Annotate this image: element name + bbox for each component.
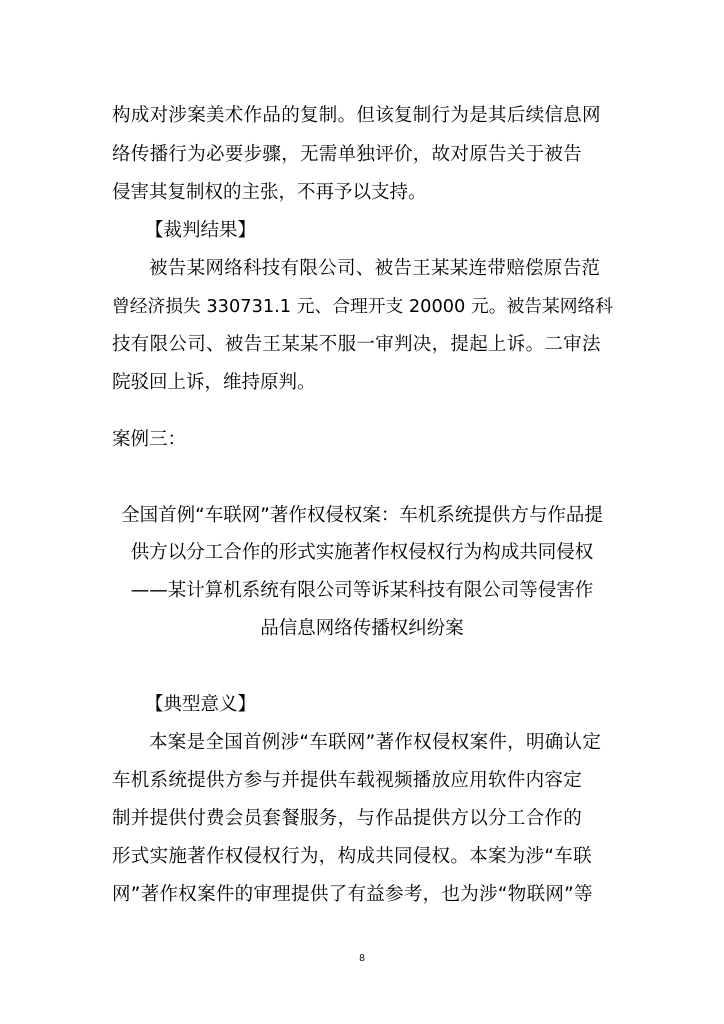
body-text-line: 侵害其复制权的主张，不再予以支持。 (112, 182, 427, 203)
case-title-line: 品信息网络传播权纠纷案 (260, 618, 464, 639)
body-text-line: 构成对涉案美术作品的复制。但该复制行为是其后续信息网 (112, 105, 601, 126)
body-text-line: 被告某网络科技有限公司、被告王某某连带赔偿原告范 (149, 258, 601, 279)
body-text-line: 网”著作权案件的审理提供了有益参考，也为涉“物联网”等 (112, 884, 593, 905)
body-text-line: 形式实施著作权侵权行为，构成共同侵权。本案为涉“车联 (112, 846, 592, 867)
body-text-line: 技有限公司、被告王某某不服一审判决，提起上诉。二审法 (112, 334, 601, 355)
body-text-line: 曾经济损失 330731.1 元、合理开支 20000 元。被告某网络科 (112, 297, 613, 317)
body-text-line: 制并提供付费会员套餐服务，与作品提供方以分工合作的 (112, 808, 583, 829)
body-text-line: 本案是全国首例涉“车联网”著作权侵权案件，明确认定 (149, 732, 602, 753)
case-title-line: 供方以分工合作的形式实施著作权侵权行为构成共同侵权 (130, 542, 594, 563)
case-label: 案例三： (112, 429, 187, 450)
section-heading-significance: 【典型意义】 (145, 694, 257, 715)
body-text-line: 车机系统提供方参与并提供车载视频播放应用软件内容定 (112, 770, 583, 791)
case-title-line: 全国首例“车联网”著作权侵权案：车机系统提供方与作品提 (121, 505, 603, 526)
case-title-line: ——某计算机系统有限公司等诉某科技有限公司等侵害作 (130, 580, 594, 601)
section-heading-judgment: 【裁判结果】 (145, 220, 257, 241)
page-number: 8 (359, 953, 365, 964)
body-text-line: 院驳回上诉，维持原判。 (112, 372, 316, 393)
body-text-line: 络传播行为必要步骤，无需单独评价，故对原告关于被告 (112, 144, 583, 165)
